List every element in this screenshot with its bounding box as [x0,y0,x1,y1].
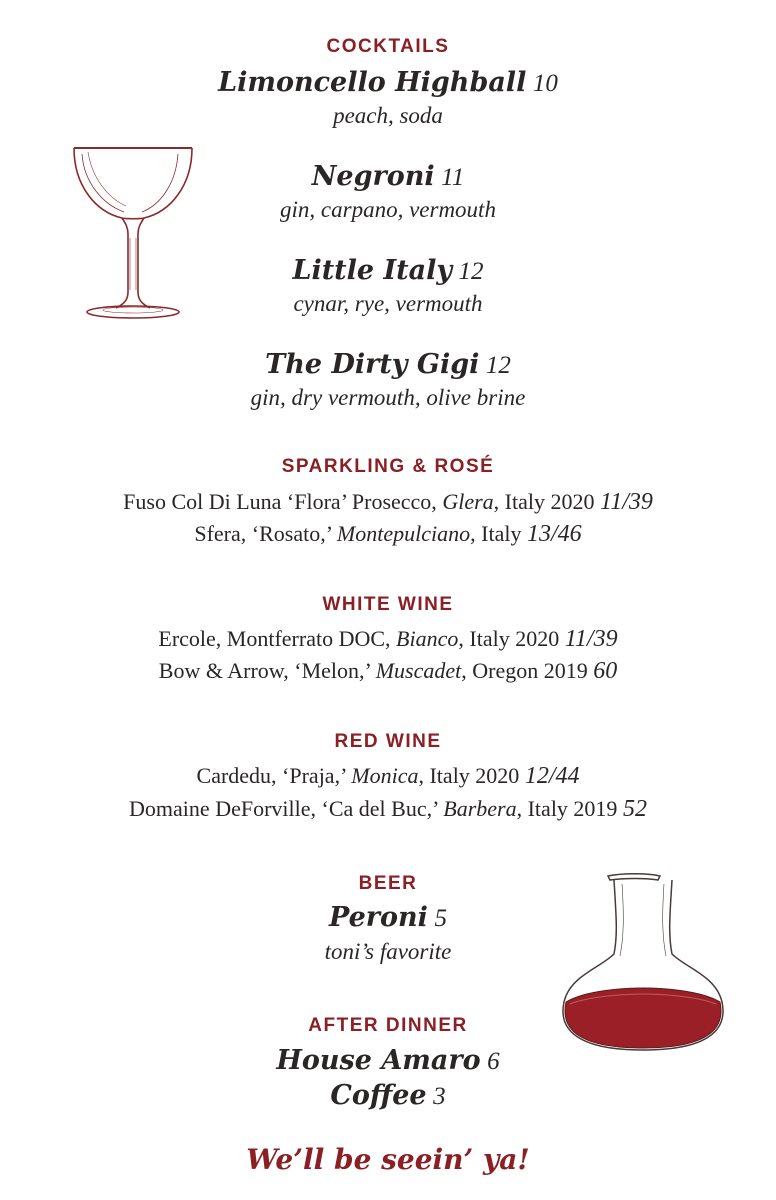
menu-item [0,1081,776,1112]
wine-producer: Ercole, Montferrato DOC, [158,626,397,651]
wine-origin: , Italy 2020 [493,489,600,514]
item-description: gin, dry vermouth, olive brine [250,385,526,410]
wine-producer: Domaine DeForville, ‘Ca del Buc,’ [129,796,444,821]
wine-price: 52 [622,796,647,822]
wine-grape: Muscadet [375,658,462,683]
item-description: cynar, rye, vermouth [293,291,483,316]
item-name: Peroni [329,902,428,933]
item-price: 12 [458,258,484,285]
wine-price: 60 [593,658,618,684]
section-title-after-dinner: AFTER DINNER [308,1015,468,1036]
item-name: House Amaro [276,1045,481,1076]
item-name: Limoncello Highball [218,67,527,98]
item-description: gin, carpano, vermouth [280,197,496,222]
item-price: 10 [532,70,558,97]
menu-item [0,350,776,381]
wine-origin: , Italy 2019 [516,796,623,821]
item-description: toni’s favorite [324,939,452,964]
item-price: 12 [485,352,511,379]
section-title-cocktails: COCKTAILS [326,36,450,57]
item-name: Coffee [330,1080,427,1111]
item-name: Little Italy [292,255,453,286]
wine-grape: Bianco [396,626,459,651]
item-name: The Dirty Gigi [265,349,480,380]
wine-origin: , Italy [470,521,527,546]
wine-grape: Barbera [443,796,517,821]
wine-decanter-icon [556,870,730,1056]
wine-producer: Cardedu, ‘Praja,’ [196,763,352,788]
wine-item [0,763,776,790]
wine-item [0,626,776,653]
wine-origin: , Oregon 2019 [461,658,594,683]
section-title-sparkling: SPARKLING & ROSÉ [281,456,495,477]
wine-producer: Bow & Arrow, ‘Melon,’ [158,658,376,683]
farewell-text: We’ll be seein’ ya! [246,1143,530,1176]
wine-item [0,658,776,685]
wine-origin: , Italy 2020 [418,763,525,788]
item-price: 3 [433,1083,446,1110]
section-title-red: RED WINE [334,731,442,752]
wine-item [0,796,776,823]
wine-price: 11/39 [564,626,618,652]
menu-item [0,68,776,99]
wine-origin: , Italy 2020 [458,626,565,651]
item-price: 11 [441,164,465,191]
item-name: Negroni [311,161,435,192]
wine-producer: Sfera, ‘Rosato,’ [194,521,337,546]
section-title-beer: BEER [358,873,418,894]
wine-price: 13/46 [526,521,582,547]
item-price: 6 [487,1048,500,1075]
wine-item [0,489,776,516]
wine-grape: Glera [442,489,494,514]
wine-price: 11/39 [599,489,653,515]
item-description: peach, soda [333,103,443,128]
coupe-glass-icon [66,142,200,322]
wine-grape: Monica [351,763,419,788]
wine-price: 12/44 [524,763,580,789]
item-price: 5 [434,905,447,932]
wine-grape: Montepulciano [336,521,471,546]
wine-producer: Fuso Col Di Luna ‘Flora’ Prosecco, [123,489,443,514]
section-title-white: WHITE WINE [322,594,454,615]
wine-item [0,521,776,548]
